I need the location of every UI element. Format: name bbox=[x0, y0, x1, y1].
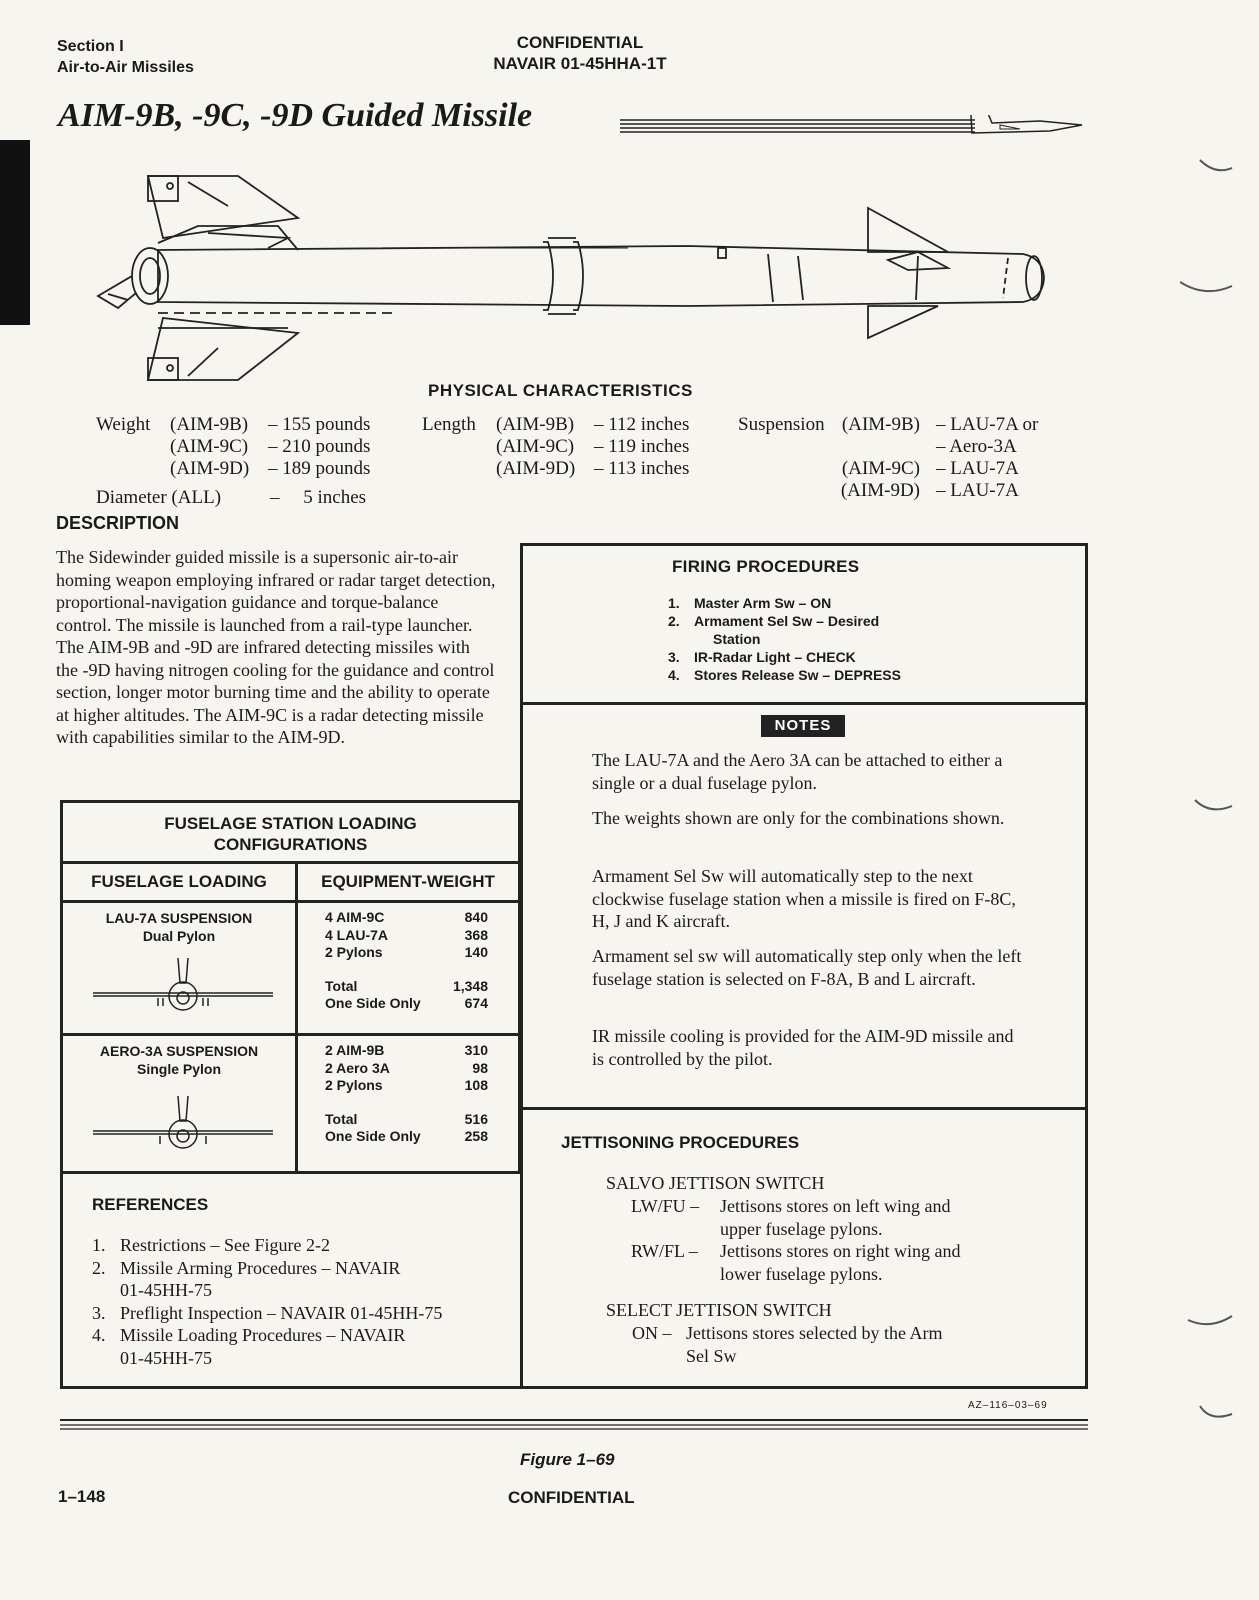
aircraft-front-view-icon bbox=[88, 958, 278, 1018]
equipment-name: 4 AIM-9C bbox=[325, 909, 385, 925]
equipment-name: 2 AIM-9B bbox=[325, 1042, 385, 1058]
equipment-weight: 368 bbox=[464, 926, 488, 943]
physical-characteristics-title: PHYSICAL CHARACTERISTICS bbox=[428, 381, 693, 400]
equipment-weight: 140 bbox=[464, 944, 488, 960]
doc-number: NAVAIR 01-45HHA-1T bbox=[493, 54, 667, 73]
total-label: Total bbox=[325, 977, 358, 994]
suspension-name: AERO-3A SUSPENSION bbox=[99, 1043, 259, 1059]
column-header-fuselage-loading: FUSELAGE LOADING bbox=[63, 864, 298, 903]
bottom-box-border bbox=[60, 1386, 1088, 1389]
weight-label: Weight bbox=[96, 414, 151, 435]
weight-models bbox=[170, 414, 249, 480]
diameter-value: – 5 inches bbox=[270, 487, 367, 508]
equipment-weight: 310 bbox=[464, 1042, 488, 1058]
table-title bbox=[63, 803, 518, 864]
pylon-type: Single Pylon bbox=[136, 1061, 221, 1077]
length-value: – 113 inches bbox=[594, 458, 690, 479]
table-title-line: CONFIGURATIONS bbox=[213, 835, 368, 854]
one-side-value: 674 bbox=[464, 995, 488, 1011]
figure-caption: Figure 1–69 bbox=[520, 1450, 615, 1469]
notes-badge: NOTES bbox=[761, 715, 845, 737]
suspension-model: (AIM-9B) bbox=[841, 414, 920, 435]
one-side-label: One Side Only bbox=[325, 995, 421, 1011]
list-item: 4. Missile Loading Procedures – NAVAIR bbox=[92, 1325, 406, 1345]
table-row bbox=[63, 903, 298, 1036]
firing-procedures-title: FIRING PROCEDURES bbox=[672, 557, 860, 576]
table-row bbox=[298, 903, 518, 1036]
select-jettison-title: SELECT JETTISON SWITCH bbox=[606, 1300, 832, 1320]
suspension-value: – LAU-7A bbox=[936, 458, 1019, 479]
footer-classification: CONFIDENTIAL bbox=[508, 1488, 635, 1507]
suspension-model bbox=[836, 436, 920, 458]
equipment-weight: 98 bbox=[472, 1059, 488, 1076]
figure-code: AZ–116–03–69 bbox=[968, 1400, 1048, 1411]
diameter-label: Diameter (ALL) bbox=[96, 487, 222, 508]
table-title-line: FUSELAGE STATION LOADING bbox=[164, 814, 417, 833]
weight-model: (AIM-9D) bbox=[170, 458, 250, 479]
list-item: Station bbox=[713, 631, 761, 647]
suspension-value: – LAU-7A bbox=[936, 480, 1019, 501]
aircraft-front-view-icon bbox=[88, 1096, 278, 1156]
bottom-rule-lines bbox=[60, 1418, 1090, 1432]
description-title: DESCRIPTION bbox=[56, 513, 180, 533]
one-side-value: 258 bbox=[464, 1128, 488, 1144]
equipment-name: 4 LAU-7A bbox=[325, 926, 389, 943]
length-model: (AIM-9D) bbox=[496, 458, 576, 479]
length-models bbox=[496, 414, 575, 480]
classification-header bbox=[460, 32, 700, 74]
suspension-models bbox=[836, 414, 920, 502]
note-paragraph: The weights shown are only for the combinations shown. bbox=[592, 808, 1005, 828]
list-item: 1. Restrictions – See Figure 2-2 bbox=[92, 1235, 330, 1255]
equipment-weight: 108 bbox=[464, 1077, 488, 1093]
firing-steps bbox=[668, 594, 901, 684]
jettison-title: JETTISONING PROCEDURES bbox=[561, 1133, 800, 1152]
section-label: Section I bbox=[57, 38, 124, 55]
section-edge-tab bbox=[0, 140, 30, 325]
fuselage-loading-table bbox=[60, 800, 521, 1174]
lw-fu-text: Jettisons stores on left wing and upper fuselage pylons. bbox=[720, 1196, 951, 1239]
rw-fl-label: RW/FL – bbox=[631, 1241, 698, 1261]
references-list bbox=[92, 1234, 442, 1369]
missile-illustration bbox=[88, 168, 1048, 388]
table-row bbox=[298, 1036, 518, 1171]
total-label: Total bbox=[325, 1110, 358, 1127]
length-values bbox=[594, 414, 689, 480]
weight-model: (AIM-9C) bbox=[170, 436, 249, 457]
lw-fu-label: LW/FU – bbox=[631, 1196, 700, 1216]
length-model: (AIM-9B) bbox=[496, 414, 575, 435]
note-paragraph: The LAU-7A and the Aero 3A can be attached to either a single or a dual fuselage pylon. bbox=[592, 750, 1003, 793]
note-paragraph: IR missile cooling is provided for the AIM-9D missile and is controlled by the pilot. bbox=[592, 1026, 1014, 1069]
length-model: (AIM-9C) bbox=[496, 436, 575, 457]
length-label: Length bbox=[422, 414, 476, 435]
suspension-value: – LAU-7A or bbox=[936, 414, 1039, 435]
rw-fl-text: Jettisons stores on right wing and lower fuselage pylons. bbox=[720, 1241, 961, 1284]
column-header-equipment-weight: EQUIPMENT-WEIGHT bbox=[298, 864, 518, 903]
note-paragraph: Armament Sel Sw will automatically step to the next clockwise fuselage station when a missile is fired on F-8C, H, J and K aircraft. bbox=[592, 866, 1016, 931]
list-item: 2. Armament Sel Sw – Desired bbox=[668, 613, 880, 629]
list-item: 01-45HH-75 bbox=[120, 1280, 212, 1300]
weight-value: – 210 pounds bbox=[268, 436, 371, 457]
list-item: 2. Missile Arming Procedures – NAVAIR bbox=[92, 1257, 401, 1278]
suspension-values bbox=[936, 414, 1038, 502]
weight-value: – 189 pounds bbox=[268, 458, 371, 479]
on-text: Jettisons stores selected by the Arm Sel Sw bbox=[686, 1323, 943, 1366]
list-item: 3. IR-Radar Light – CHECK bbox=[668, 649, 856, 665]
suspension-name: LAU-7A SUSPENSION bbox=[105, 910, 253, 926]
list-item: 1. Master Arm Sw – ON bbox=[668, 595, 832, 611]
weight-model: (AIM-9B) bbox=[170, 414, 249, 435]
section-header bbox=[57, 36, 194, 78]
length-value: – 112 inches bbox=[594, 414, 690, 435]
subsection-label: Air-to-Air Missiles bbox=[57, 59, 194, 76]
list-item: 4. Stores Release Sw – DEPRESS bbox=[668, 667, 901, 683]
title-rule-aircraft-icon bbox=[620, 115, 1090, 145]
pylon-type: Dual Pylon bbox=[142, 928, 216, 944]
note-paragraph: Armament sel sw will automatically step only when the left fuselage station is selected on F-8A, B and L aircraft. bbox=[592, 946, 1022, 989]
suspension-label: Suspension bbox=[738, 414, 825, 435]
references-box-border bbox=[60, 1171, 63, 1389]
section-divider bbox=[520, 1107, 1088, 1110]
suspension-model: (AIM-9D) bbox=[840, 480, 920, 501]
section-divider bbox=[520, 702, 1088, 705]
total-value: 1,348 bbox=[452, 977, 488, 994]
equipment-weight: 840 bbox=[464, 909, 488, 925]
description-text: The Sidewinder guided missile is a supersonic air-to-air homing weapon employing infrared or radar target detection, proportional-navigation guidance and torque-balance control. The missile is launched from a rail-type launcher. The AIM-9B and -9D are infrared detecting missiles with the -9D having nitrogen cooling for the guidance and control section, longer motor burning time and the ability to operate at higher altitudes. The AIM-9C is a radar detecting missile with capabilities similar to the AIM-9D. bbox=[56, 547, 496, 747]
list-item: 3. Preflight Inspection – NAVAIR 01-45HH-75 bbox=[92, 1302, 443, 1323]
suspension-model: (AIM-9C) bbox=[841, 458, 920, 479]
page-number: 1–148 bbox=[58, 1487, 106, 1506]
weight-values bbox=[268, 414, 370, 480]
binder-marks-icon bbox=[1180, 150, 1250, 1440]
classification-label: CONFIDENTIAL bbox=[516, 33, 644, 52]
equipment-name: 2 Pylons bbox=[325, 944, 383, 960]
page-title: AIM-9B, -9C, -9D Guided Missile bbox=[58, 97, 533, 134]
equipment-name: 2 Aero 3A bbox=[325, 1059, 390, 1076]
one-side-label: One Side Only bbox=[325, 1128, 421, 1144]
references-title: REFERENCES bbox=[92, 1195, 209, 1214]
salvo-jettison-title: SALVO JETTISON SWITCH bbox=[606, 1173, 825, 1193]
equipment-name: 2 Pylons bbox=[325, 1077, 383, 1093]
total-value: 516 bbox=[464, 1110, 488, 1127]
weight-value: – 155 pounds bbox=[268, 414, 371, 435]
suspension-value: – Aero-3A bbox=[936, 436, 1017, 457]
list-item: 01-45HH-75 bbox=[120, 1347, 212, 1368]
on-label: ON – bbox=[632, 1323, 672, 1343]
length-value: – 119 inches bbox=[594, 436, 690, 457]
table-row bbox=[63, 1036, 298, 1171]
